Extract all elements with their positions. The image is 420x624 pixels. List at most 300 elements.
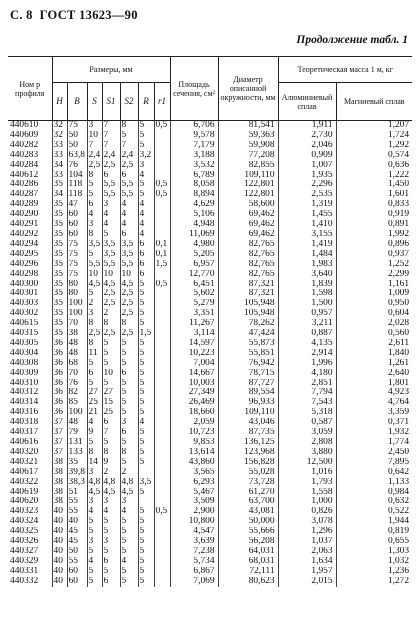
cell-mass-magnesium: 1,601 — [336, 190, 412, 200]
cell-b: 38,3 — [67, 478, 87, 488]
cell-mass-magnesium: 3,359 — [336, 408, 412, 418]
cell-s2: 3,5 — [120, 240, 138, 250]
cell-area: 3,188 — [170, 151, 218, 161]
cell-mass-aluminum: 1,983 — [278, 260, 336, 270]
cell-area: 10,223 — [170, 349, 218, 359]
cell-r1 — [154, 418, 170, 428]
cell-profile-no: 440322 — [10, 477, 39, 487]
header-s2: S2 — [120, 83, 138, 121]
cell-r: 4 — [138, 418, 154, 428]
cell-mass-magnesium: 1,161 — [336, 280, 412, 290]
cell-s2: 4,8 — [120, 478, 138, 488]
cell-r: 5 — [138, 488, 154, 498]
cell-r — [138, 497, 154, 507]
cell-profile-no: 440323 — [10, 507, 39, 517]
cell-s2: 4 — [120, 557, 138, 567]
cell-area: 5,205 — [170, 250, 218, 260]
cell-r1: 1,5 — [154, 260, 170, 270]
cell-s: 2 — [87, 299, 102, 309]
cell-mass-aluminum: 1,911 — [278, 121, 336, 131]
cell-mass-aluminum: 0,826 — [278, 507, 336, 517]
table-row — [8, 141, 412, 151]
cell-mass-magnesium: 2,611 — [336, 339, 412, 349]
cell-s2: 6 — [120, 230, 138, 240]
cell-b: 75 — [67, 240, 87, 250]
cell-s2: 5 — [120, 339, 138, 349]
cell-s1: 10 — [102, 369, 120, 379]
cell-h: 36 — [52, 379, 67, 389]
cell-r: 5 — [138, 369, 154, 379]
cell-diameter: 105,948 — [218, 309, 278, 319]
cell-r: 5 — [138, 379, 154, 389]
cell-profile-no: 440320 — [10, 447, 39, 457]
cell-s1: 2,5 — [102, 161, 120, 171]
cell-b: 82 — [67, 388, 87, 398]
cell-mass-magnesium: 1,292 — [336, 141, 412, 151]
table-row — [8, 349, 412, 359]
cell-h: 35 — [52, 260, 67, 270]
cell-area: 4,547 — [170, 527, 218, 537]
cell-s1: 4,5 — [102, 488, 120, 498]
cell-mass-magnesium: 4,764 — [336, 398, 412, 408]
cell-mass-magnesium: 0,371 — [336, 418, 412, 428]
cell-s: 4,8 — [88, 477, 101, 487]
cell-mass-magnesium: 1,944 — [336, 517, 412, 527]
cell-area: 6,706 — [170, 121, 218, 131]
cell-r: 5 — [138, 428, 154, 438]
cell-h: 33 — [52, 171, 67, 181]
cell-mass-aluminum: 1,935 — [278, 171, 336, 181]
cell-b: 76 — [67, 161, 87, 171]
cell-h: 34 — [52, 190, 67, 200]
cell-r1: 0,5 — [154, 180, 170, 190]
cell-area: 6,451 — [170, 280, 218, 290]
cell-mass-aluminum: 1,839 — [278, 280, 336, 290]
cell-r: 5 — [138, 517, 154, 527]
cell-s2: 5 — [120, 547, 138, 557]
cell-mass-magnesium: 0,919 — [336, 210, 412, 220]
cell-r: 5 — [138, 547, 154, 557]
cell-s2: 5 — [120, 349, 138, 359]
cell-mass-aluminum: 1,455 — [278, 210, 336, 220]
cell-mass-aluminum: 0,909 — [278, 151, 336, 161]
cell-r1 — [154, 388, 170, 398]
cell-s: 3 — [87, 220, 102, 230]
cell-diameter: 81,541 — [218, 121, 278, 131]
cell-h: 40 — [52, 567, 67, 577]
cell-h: 36 — [52, 398, 67, 408]
cell-area: 7,004 — [170, 359, 218, 369]
cell-h: 40 — [52, 577, 67, 587]
cell-s2: 5 — [120, 567, 138, 577]
cell-h: 35 — [52, 250, 67, 260]
cell-b: 39,8 — [67, 468, 87, 478]
header-s: S — [87, 83, 102, 121]
cell-h: 40 — [52, 507, 67, 517]
table-row — [8, 388, 412, 398]
cell-b: 79 — [67, 428, 87, 438]
cell-mass-aluminum: 1,558 — [278, 488, 336, 498]
cell-diameter: 96,933 — [218, 398, 278, 408]
cell-mass-magnesium: 1,222 — [336, 171, 412, 181]
cell-r: 1,5 — [138, 329, 154, 339]
cell-mass-aluminum: 1,634 — [278, 557, 336, 567]
cell-area: 27,349 — [170, 388, 218, 398]
cell-r: 3,5 — [138, 478, 154, 488]
cell-mass-magnesium: 0,636 — [336, 161, 412, 171]
cell-s2: 4 — [120, 210, 138, 220]
header-r1: r1 — [154, 83, 170, 121]
cell-s2: 5 — [120, 458, 138, 468]
cell-area: 5,106 — [170, 210, 218, 220]
cell-mass-aluminum: 1,007 — [278, 161, 336, 171]
cell-diameter: 87,321 — [218, 280, 278, 290]
cell-s: 5 — [87, 577, 102, 587]
cell-mass-magnesium: 0,574 — [336, 151, 412, 161]
cell-h: 40 — [52, 527, 67, 537]
cell-area: 10,003 — [170, 379, 218, 389]
table-row — [8, 408, 412, 418]
cell-profile-no: 440292 — [10, 229, 39, 239]
cell-s: 7 — [87, 141, 102, 151]
cell-s1: 2 — [102, 468, 120, 478]
cell-mass-magnesium: 0,819 — [336, 527, 412, 537]
cell-area: 10,723 — [170, 428, 218, 438]
cell-area: 6,789 — [170, 171, 218, 181]
cell-mass-aluminum: 3,640 — [278, 270, 336, 280]
cell-s: 5 — [87, 527, 102, 537]
cell-area: 7,179 — [170, 141, 218, 151]
cell-h: 35 — [52, 180, 67, 190]
cell-h: 35 — [52, 329, 67, 339]
cell-h: 33 — [52, 141, 67, 151]
table-row — [8, 398, 412, 408]
cell-profile-no: 440300 — [10, 279, 39, 289]
cell-diameter: 68,031 — [218, 557, 278, 567]
cell-s1: 9 — [102, 458, 120, 468]
cell-s2: 4 — [120, 507, 138, 517]
table-row — [8, 319, 412, 329]
page-number: С. 8 — [10, 8, 33, 22]
cell-s1: 6 — [102, 418, 120, 428]
cell-diameter: 105,948 — [218, 299, 278, 309]
cell-diameter: 56,208 — [218, 537, 278, 547]
cell-r1: 0,1 — [154, 250, 170, 260]
cell-mass-magnesium: 0,655 — [336, 537, 412, 547]
table-row — [8, 270, 412, 280]
cell-h: 34 — [52, 161, 67, 171]
table-row — [8, 478, 412, 488]
cell-s: 3 — [87, 468, 102, 478]
cell-mass-magnesium: 2,640 — [336, 369, 412, 379]
cell-profile-no: 440289 — [10, 200, 39, 210]
cell-r1 — [154, 131, 170, 141]
cell-b: 75 — [67, 260, 87, 270]
cell-b: 80 — [67, 280, 87, 290]
cell-mass-aluminum: 0,587 — [278, 418, 336, 428]
cell-area: 6,293 — [170, 478, 218, 488]
table-row — [8, 299, 412, 309]
cell-r: 5 — [138, 359, 154, 369]
cell-r1 — [154, 458, 170, 468]
cell-profile-no: 440287 — [10, 190, 39, 200]
cell-r1 — [154, 488, 170, 498]
cell-profile-no: 440309 — [10, 368, 39, 378]
table-row — [8, 309, 412, 319]
cell-s1: 5 — [102, 379, 120, 389]
cell-s2: 3 — [120, 497, 138, 507]
table-row — [8, 180, 412, 190]
cell-b: 70 — [67, 369, 87, 379]
cell-mass-aluminum: 4,180 — [278, 369, 336, 379]
cell-r: 5 — [138, 141, 154, 151]
cell-s: 14 — [87, 458, 102, 468]
cell-h: 33 — [52, 151, 67, 161]
cell-s2: 8 — [120, 121, 138, 131]
cell-s1: 2,5 — [102, 329, 120, 339]
cell-mass-magnesium: 1,801 — [336, 379, 412, 389]
cell-s: 8 — [87, 319, 102, 329]
cell-area: 3,565 — [170, 468, 218, 478]
cell-area: 8,058 — [170, 180, 218, 190]
cell-s: 5 — [87, 438, 102, 448]
cell-profile-no: 440295 — [10, 249, 39, 259]
cell-h: 37 — [52, 418, 67, 428]
cell-s2: 4,5 — [120, 488, 138, 498]
cell-diameter: 55,851 — [218, 349, 278, 359]
cell-s2: 5 — [120, 388, 138, 398]
cell-s1: 3,5 — [102, 240, 120, 250]
cell-r: 5 — [138, 190, 154, 200]
cell-b: 75 — [67, 121, 87, 131]
cell-s2: 2,5 — [120, 309, 138, 319]
cell-mass-aluminum: 2,730 — [278, 131, 336, 141]
cell-diameter: 73,728 — [218, 478, 278, 488]
cell-profile-no: 440331 — [10, 566, 39, 576]
cell-b: 55 — [67, 557, 87, 567]
table-row — [8, 230, 412, 240]
cell-r: 5 — [138, 557, 154, 567]
cell-diameter: 78,262 — [218, 319, 278, 329]
cell-s2: 5,5 — [120, 180, 138, 190]
cell-s: 4 — [87, 418, 102, 428]
cell-s1: 7 — [102, 428, 120, 438]
cell-s1: 10 — [102, 270, 120, 280]
profile-table — [8, 56, 412, 587]
cell-area: 26,469 — [170, 398, 218, 408]
cell-r: 5 — [138, 131, 154, 141]
cell-diameter: 87,727 — [218, 379, 278, 389]
cell-profile-no: 440325 — [10, 527, 39, 537]
cell-mass-aluminum: 1,037 — [278, 537, 336, 547]
cell-s2: 4 — [120, 200, 138, 210]
cell-b: 50 — [67, 547, 87, 557]
cell-area: 12,770 — [170, 270, 218, 280]
cell-r1: 0,5 — [154, 507, 170, 517]
table-row — [8, 448, 412, 458]
cell-profile-no: 440284 — [10, 160, 39, 170]
cell-b: 38 — [67, 329, 87, 339]
cell-r1: 0,5 — [154, 280, 170, 290]
cell-diameter: 69,462 — [218, 230, 278, 240]
cell-area: 2,059 — [170, 418, 218, 428]
cell-s1: 3 — [102, 200, 120, 210]
cell-mass-magnesium: 0,984 — [336, 488, 412, 498]
cell-diameter: 89,554 — [218, 388, 278, 398]
cell-s1: 7 — [102, 141, 120, 151]
cell-r1 — [154, 329, 170, 339]
cell-s2: 6 — [120, 428, 138, 438]
table-row — [8, 577, 412, 587]
cell-s1: 5,5 — [102, 260, 120, 270]
cell-r: 5 — [138, 339, 154, 349]
cell-b: 35 — [67, 458, 87, 468]
cell-diameter: 55,028 — [218, 468, 278, 478]
cell-area: 3,532 — [170, 161, 218, 171]
cell-s2: 8 — [120, 319, 138, 329]
cell-diameter: 47,424 — [218, 329, 278, 339]
cell-mass-aluminum: 3,078 — [278, 517, 336, 527]
cell-r1 — [154, 309, 170, 319]
cell-r1 — [154, 151, 170, 161]
cell-mass-aluminum: 1,996 — [278, 359, 336, 369]
cell-r1 — [154, 339, 170, 349]
cell-mass-magnesium: 1,133 — [336, 478, 412, 488]
cell-diameter: 58,600 — [218, 200, 278, 210]
cell-h: 35 — [52, 270, 67, 280]
cell-diameter: 82,765 — [218, 260, 278, 270]
cell-h: 38 — [52, 458, 67, 468]
cell-b: 75 — [67, 250, 87, 260]
cell-s2: 6 — [120, 171, 138, 181]
cell-h: 40 — [52, 547, 67, 557]
cell-b: 60 — [67, 220, 87, 230]
cell-r1 — [154, 349, 170, 359]
cell-s1: 4 — [102, 507, 120, 517]
table-row — [8, 438, 412, 448]
cell-s2: 2,5 — [120, 161, 138, 171]
cell-mass-aluminum: 1,598 — [278, 289, 336, 299]
cell-diameter: 123,968 — [218, 448, 278, 458]
cell-s1: 6 — [102, 557, 120, 567]
cell-s: 11 — [87, 349, 102, 359]
cell-mass-magnesium: 0,632 — [336, 497, 412, 507]
cell-diameter: 122,801 — [218, 180, 278, 190]
cell-mass-aluminum: 2,914 — [278, 349, 336, 359]
cell-area: 8,894 — [170, 190, 218, 200]
cell-mass-magnesium: 0,891 — [336, 220, 412, 230]
cell-r: 4 — [138, 210, 154, 220]
cell-r: 3,2 — [138, 151, 154, 161]
cell-profile-no: 440301 — [10, 289, 39, 299]
cell-s1: 8 — [102, 448, 120, 458]
cell-mass-aluminum: 2,015 — [278, 577, 336, 587]
cell-b: 75 — [67, 270, 87, 280]
cell-area: 4,629 — [170, 200, 218, 210]
cell-mass-aluminum: 2,296 — [278, 180, 336, 190]
cell-mass-magnesium: 0,937 — [336, 250, 412, 260]
cell-diameter: 59,363 — [218, 131, 278, 141]
cell-mass-aluminum: 2,063 — [278, 547, 336, 557]
cell-b: 48 — [67, 418, 87, 428]
cell-h: 35 — [52, 280, 67, 290]
table-row — [8, 537, 412, 547]
cell-s2: 4,5 — [120, 280, 138, 290]
cell-area: 6,957 — [170, 260, 218, 270]
cell-mass-aluminum: 2,851 — [278, 379, 336, 389]
cell-diameter: 76,942 — [218, 359, 278, 369]
table-row — [8, 458, 412, 468]
cell-s1: 3 — [102, 497, 120, 507]
cell-h: 36 — [52, 339, 67, 349]
cell-r: 5 — [138, 458, 154, 468]
cell-r1 — [154, 270, 170, 280]
cell-b: 45 — [67, 527, 87, 537]
cell-s1: 4 — [102, 220, 120, 230]
cell-h: 36 — [52, 388, 67, 398]
cell-s1: 7 — [102, 121, 120, 131]
table-row — [8, 131, 412, 141]
table-row — [8, 369, 412, 379]
cell-area: 3,509 — [170, 497, 218, 507]
cell-s2: 10 — [120, 270, 138, 280]
cell-s1: 5,5 — [102, 190, 120, 200]
cell-mass-magnesium: 1,272 — [336, 577, 412, 587]
cell-profile-no: 440617 — [10, 467, 39, 477]
cell-profile-no: 440310 — [10, 378, 39, 388]
cell-r: 5 — [138, 121, 154, 131]
cell-r1 — [154, 517, 170, 527]
cell-b: 60 — [67, 577, 87, 587]
cell-diameter: 78,715 — [218, 369, 278, 379]
cell-s1: 2,4 — [102, 151, 120, 161]
cell-s2: 5 — [120, 359, 138, 369]
cell-h: 38 — [52, 478, 67, 488]
cell-mass-magnesium: 1,840 — [336, 349, 412, 359]
cell-h: 36 — [52, 369, 67, 379]
cell-mass-aluminum: 1,016 — [278, 468, 336, 478]
cell-profile-no: 440315 — [10, 329, 39, 339]
table-row — [8, 220, 412, 230]
cell-r — [138, 468, 154, 478]
cell-s2: 2,5 — [120, 289, 138, 299]
cell-s: 8 — [87, 230, 102, 240]
cell-s: 8 — [87, 171, 102, 181]
cell-b: 100 — [67, 299, 87, 309]
cell-mass-aluminum: 7,543 — [278, 398, 336, 408]
cell-r: 6 — [138, 260, 154, 270]
cell-diameter: 82,765 — [218, 250, 278, 260]
cell-s: 2,5 — [88, 329, 101, 339]
cell-b: 45 — [67, 537, 87, 547]
cell-s2: 5 — [120, 379, 138, 389]
cell-mass-magnesium: 0,642 — [336, 468, 412, 478]
table-row — [8, 379, 412, 389]
cell-h: 38 — [52, 488, 67, 498]
cell-h: 32 — [52, 131, 67, 141]
cell-b: 60 — [67, 230, 87, 240]
cell-mass-aluminum: 1,957 — [278, 567, 336, 577]
cell-s1: 4,5 — [102, 280, 120, 290]
cell-s1: 2 — [102, 309, 120, 319]
cell-r: 5 — [138, 438, 154, 448]
cell-b: 100 — [67, 309, 87, 319]
table-row — [8, 151, 412, 161]
cell-s2: 5,5 — [120, 260, 138, 270]
cell-s: 4 — [87, 210, 102, 220]
cell-diameter: 43,081 — [218, 507, 278, 517]
cell-mass-aluminum: 1,419 — [278, 240, 336, 250]
